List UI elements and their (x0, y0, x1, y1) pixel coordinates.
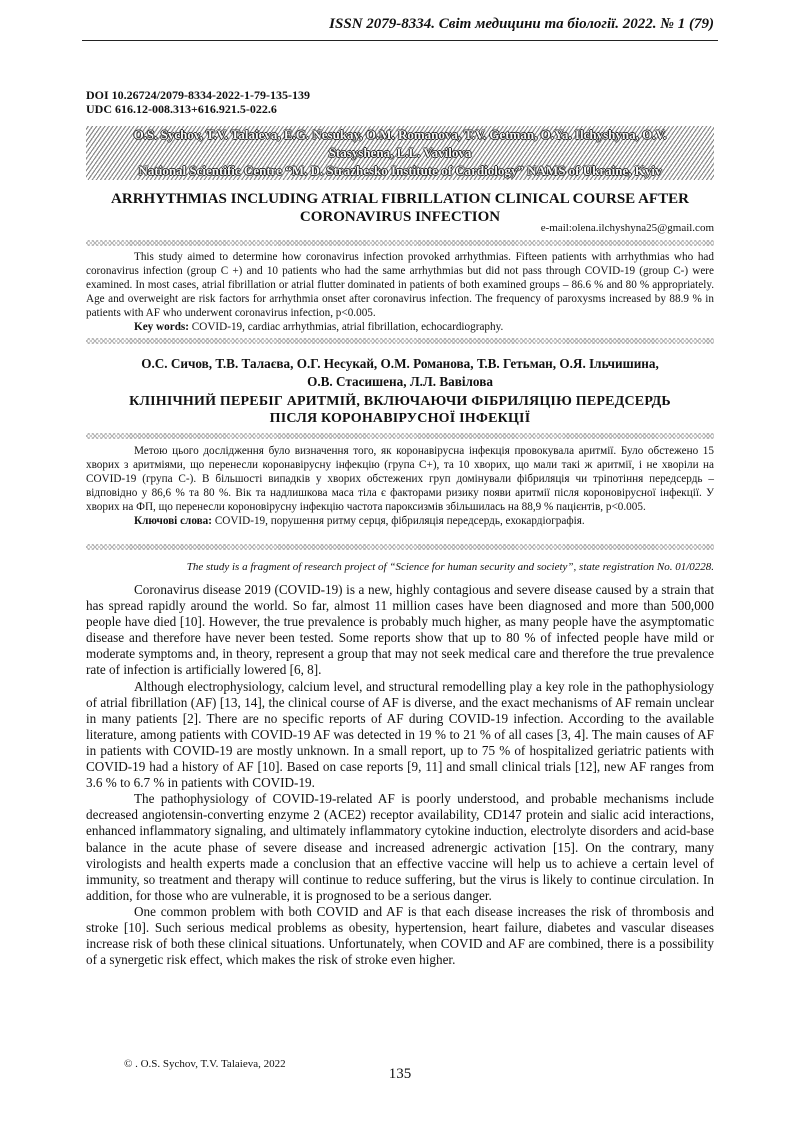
authors-en-line-1: O.S. Sychov, T.V. Talaieva, E.G. Nesukay, O.M. Romanova, T.V. Getman, O.Ya. Ilchyshyna, O.V. (133, 127, 667, 142)
title-ua-line-1: КЛІНІЧНИЙ ПЕРЕБІГ АРИТМІЙ, ВКЛЮЧАЮЧИ ФІБРИЛЯЦІЮ ПЕРЕДСЕРДЬ (129, 394, 671, 409)
institution: National Scientific Centre “M. D. Strazhesko Institute of Cardiology” NAMS of Ukraine, Kyiv (138, 163, 662, 178)
udc-line: UDC 616.12-008.313+616.921.5-022.6 (86, 102, 277, 116)
wavy-divider-bottom-en (86, 338, 714, 344)
article-body (86, 582, 714, 968)
header-rule (82, 40, 718, 41)
article-identifiers (86, 88, 310, 116)
body-paragraph-1: Coronavirus disease 2019 (COVID-19) is a new, highly contagious and severe disease caused by a strain that has spread rapidly around the world. So far, almost 11 million cases have been diagnosed and more than 500,000 people have died [10]. However, the true prevalence is probably much higher, as many people have the asymptomatic disease and therefore have never been tested. Some reports show that up to 80 % of infected people have mild or moderate symptoms and, in theory, represent a group that may not seek medical care and therefore the true prevalence rate of infection is artificially lowered [6, 8]. (86, 582, 714, 678)
abstract-ua (86, 444, 714, 528)
doi-line: DOI 10.26724/2079-8334-2022-1-79-135-139 (86, 88, 310, 102)
keywords-ua-values: COVID-19, порушення ритму серця, фібриляція передсердь, ехокардіографія. (214, 515, 585, 527)
copyright-line: © . O.S. Sychov, T.V. Talaieva, 2022 (124, 1058, 286, 1070)
contact-email: e-mail:olena.ilchyshyna25@gmail.com (540, 222, 714, 234)
running-head: ISSN 2079-8334. Світ медицини та біології. 2022. № 1 (79) (329, 16, 714, 32)
keywords-en-label: Key words: (134, 321, 189, 333)
keywords-en (86, 320, 714, 334)
authors-ua-line-2: О.В. Стасишена, Л.Л. Вавілова (307, 374, 493, 389)
article-title-en (86, 190, 714, 226)
wavy-divider-top-ua (86, 433, 714, 439)
keywords-en-values: COVID-19, cardiac arrhythmias, atrial fibrillation, echocardiography. (191, 321, 504, 333)
wavy-divider-bottom-ua (86, 544, 714, 550)
title-ua-line-2: ПІСЛЯ КОРОНАВІРУСНОЇ ІНФЕКЦІЇ (269, 411, 531, 426)
page-number: 135 (388, 1066, 412, 1082)
body-paragraph-2: Although electrophysiology, calcium level, and structural remodelling play a key role in the pathophysiology of atrial fibrillation (AF) [13, 14], the clinical course of AF is diverse, and the exact mechanisms of AF remain unclear in many patients [2]. There are no specific reports of AF during COVID-19 infection. According to the available literature, among patients with COVID-19 AF was detected in 19 % to 21 % of all cases [3, 4]. The main causes of AF in patients with COVID-19 are mostly unknown. In a small report, up to 75 % of hospitalized geriatric patients with COVID-19 had a history of AF [10]. Based on case reports [9, 11] and small clinical trials [12], new AF ranges from 3.6 % to 6.7 % in patients with COVID-19. (86, 678, 714, 791)
keywords-ua-label: Ключові слова: (134, 515, 213, 527)
authors-institution-block (86, 126, 714, 180)
keywords-ua (86, 514, 714, 528)
authors-ua-line-1: О.С. Сичов, Т.В. Талаєва, О.Г. Несукай, О.М. Романова, Т.В. Гетьман, О.Я. Ільчишина, (141, 356, 659, 371)
article-title-ua (86, 393, 714, 427)
body-paragraph-4: One common problem with both COVID and AF is that each disease increases the risk of thrombosis and stroke [10]. Such serious medical problems as obesity, hypertension, heart failure, diabetes and vascular diseases increase risk of both these clinical situations. Unfortunately, when COVID and AF are combined, there is a possibility of a synergetic risk effect, which makes the risk of stroke even higher. (86, 903, 714, 968)
title-en-line-1: ARRHYTHMIAS INCLUDING ATRIAL FIBRILLATION CLINICAL COURSE AFTER (111, 191, 689, 207)
wavy-divider-top-en (86, 240, 714, 246)
authors-en-line-2: Stasyshena, L.L. Vavilova (328, 145, 472, 160)
abstract-en (86, 250, 714, 334)
body-paragraph-3: The pathophysiology of COVID-19-related AF is poorly understood, and probable mechanisms include decreased angiotensin-converting enzyme 2 (ACE2) receptor availability, CD147 protein and sialic acid interactions, enhanced inflammatory signaling, and ultimately inflammatory cytokine induction, electrolyte disorders and acid-base balance in the acute phase of severe disease and increased adrenergic activation [15]. On the contrary, many virologists and health experts made a conclusion that an effective vaccine will help us to achieve a certain level of immunity, so treatment and therapy will continue to reduce suffering, but the virus is likely to continue circulation. In addition, for those who are vulnerable, it is prognosed to be a serious danger. (86, 791, 714, 903)
title-en-line-2: CORONAVIRUS INFECTION (299, 209, 501, 225)
authors-ua (86, 355, 714, 391)
funding-note: The study is a fragment of research project of “Science for human security and society”, state registration No. 01/0228. (186, 561, 714, 573)
abstract-en-text: This study aimed to determine how coronavirus infection provoked arrhythmias. Fifteen patients with arrhythmias who had coronavirus infection (group C +) and 10 patients who had the same arrhythmias but did not pass through COVID-19 (group C-) were examined. In most cases, atrial fibrillation or atrial flutter dominated in patients of both examined groups – 86.6 % and 80 % appropriately. Age and overweight are risk factors for arrhythmia onset after coronavirus infection. The frequency of paroxysms increased by 88.9 % in patients with AF who underwent coronavirus infection, p<0.005. (86, 251, 714, 319)
abstract-ua-text: Метою цього дослідження було визначення того, як коронавірусна інфекція провокувала аритмії. Було обстежено 15 хворих з аритміями, що перенесли коронавірусну інфекцію (група С+), та 10 хворих, що мали такі ж аритмії, і не хворіли на COVID-19 (група С-). В більшості випадків у хворих обстежених груп домінували фібриляція чи тріпотіння передсердь – відповідно у 86,6 % та 80 %. Вік та надлишкова маса тіла є факторами ризику появи аритмії після короновірусної інфекції. У хворих на ФП, що перенесли короновірусну інфекцію частота пароксизмів збільшилась на 88,9 % пацієнтів, р<0.005. (86, 445, 714, 513)
